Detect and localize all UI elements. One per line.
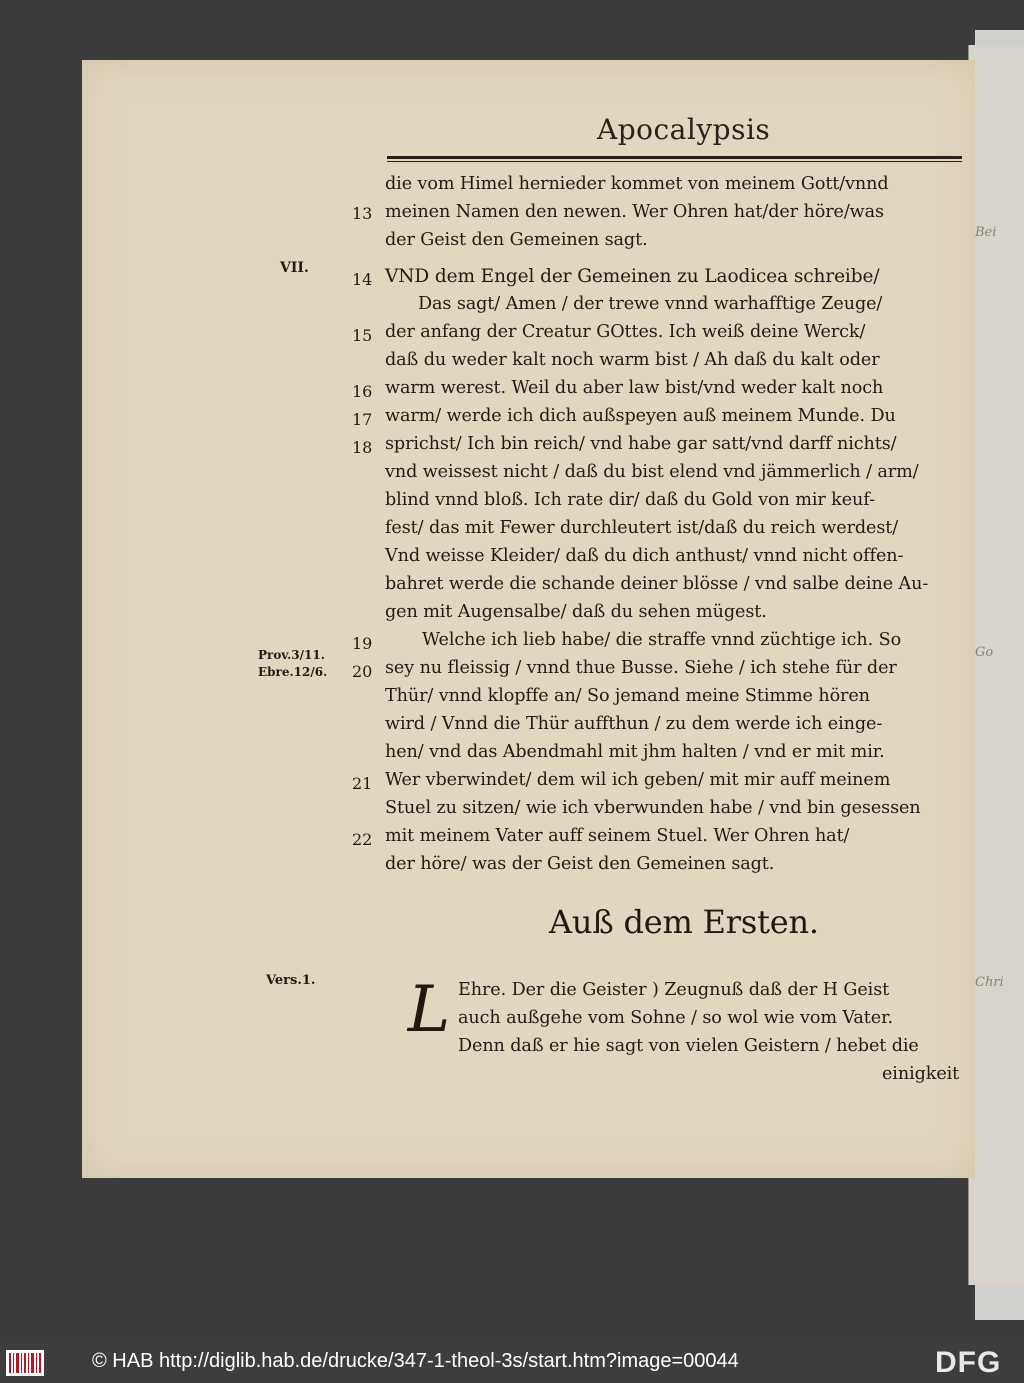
text-line: VND dem Engel der Gemeinen zu Laodicea schreibe/: [385, 266, 880, 287]
text-line: sprichst/ Ich bin reich/ vnd habe gar satt/vnd darff nichts/: [385, 434, 897, 454]
text-line: wird / Vnnd die Thür auffthun / zu dem werde ich einge-: [385, 714, 883, 734]
text-line: daß du weder kalt noch warm bist / Ah daß du kalt oder: [385, 350, 880, 370]
text-line: Stuel zu sitzen/ wie ich vberwunden habe / vnd bin gesessen: [385, 798, 921, 818]
header-rule-thin: [387, 161, 962, 162]
footer-bar: [0, 1342, 1024, 1383]
catchword: einigkeit: [882, 1064, 960, 1084]
verse-number: 15: [352, 326, 373, 345]
margin-note: Ebre.12/6.: [258, 665, 328, 679]
commentary-line: auch außgehe vom Sohne / so wol wie vom Vater.: [458, 1008, 893, 1028]
verse-number: 21: [352, 774, 373, 793]
text-line: warm werest. Weil du aber law bist/vnd weder kalt noch: [385, 378, 884, 398]
text-line: der Geist den Gemeinen sagt.: [385, 230, 648, 250]
text-line: meinen Namen den newen. Wer Ohren hat/der höre/was: [385, 202, 884, 222]
text-line: Vnd weisse Kleider/ daß du dich anthust/ vnnd nicht offen-: [385, 546, 904, 566]
text-line: hen/ vnd das Abendmahl mit jhm halten / vnd er mit mir.: [385, 742, 885, 762]
verse-number: 19: [352, 634, 373, 653]
verse-number: 20: [352, 662, 373, 681]
dfg-logo: DFG: [935, 1346, 1002, 1379]
text-line: Welche ich lieb habe/ die straffe vnnd züchtige ich. So: [422, 630, 902, 650]
text-line: fest/ das mit Fewer durchleutert ist/daß du reich werdest/: [385, 518, 899, 538]
text-line: der anfang der Creatur GOttes. Ich weiß deine Werck/: [385, 322, 866, 342]
verse-number: 22: [352, 830, 373, 849]
commentary-line: Denn daß er hie sagt von vielen Geistern / hebet die: [458, 1036, 919, 1056]
running-head: Apocalypsis: [597, 113, 771, 146]
book-page: [82, 60, 975, 1178]
verse-number: 16: [352, 382, 373, 401]
text-line: warm/ werde ich dich außspeyen auß meinem Munde. Du: [385, 406, 896, 426]
text-line: die vom Himel hernieder kommet von meinem Gott/vnnd: [385, 174, 889, 194]
text-line: mit meinem Vater auff seinem Stuel. Wer Ohren hat/: [385, 826, 850, 846]
text-line: vnd weissest nicht / daß du bist elend vnd jämmerlich / arm/: [385, 462, 919, 482]
section-title: Auß dem Ersten.: [549, 903, 819, 941]
margin-note: Prov.3/11.: [258, 648, 325, 662]
text-line: sey nu fleissig / vnnd thue Busse. Siehe / ich stehe für der: [385, 658, 897, 678]
decorated-initial: L: [407, 973, 451, 1047]
copyright-url[interactable]: © HAB http://diglib.hab.de/drucke/347-1-theol-3s/start.htm?image=00044: [92, 1350, 739, 1372]
text-line: Das sagt/ Amen / der trewe vnnd warhafftige Zeuge/: [418, 294, 883, 314]
text-line: der höre/ was der Geist den Gemeinen sagt.: [385, 854, 775, 874]
verse-number: 17: [352, 410, 373, 429]
text-line: bahret werde die schande deiner blösse / vnd salbe deine Au-: [385, 574, 929, 594]
text-line: Wer vberwindet/ dem wil ich geben/ mit mir auff meinem: [385, 770, 891, 790]
next-page-edge: Bei Go Chri: [968, 45, 1024, 1285]
margin-note: Vers.1.: [266, 973, 316, 988]
header-rule: [387, 156, 962, 159]
text-line: Thür/ vnnd klopffe an/ So jemand meine Stimme hören: [385, 686, 870, 706]
text-line: gen mit Augensalbe/ daß du sehen mügest.: [385, 602, 767, 622]
text-line: blind vnnd bloß. Ich rate dir/ daß du Gold von mir keuf-: [385, 490, 875, 510]
library-barcode-icon: [6, 1350, 44, 1376]
verse-number: 13: [352, 204, 373, 223]
commentary-line: Ehre. Der die Geister ) Zeugnuß daß der H Geist: [458, 980, 890, 1000]
verse-number: 18: [352, 438, 373, 457]
verse-number: 14: [352, 270, 373, 289]
margin-note: VII.: [280, 260, 309, 276]
